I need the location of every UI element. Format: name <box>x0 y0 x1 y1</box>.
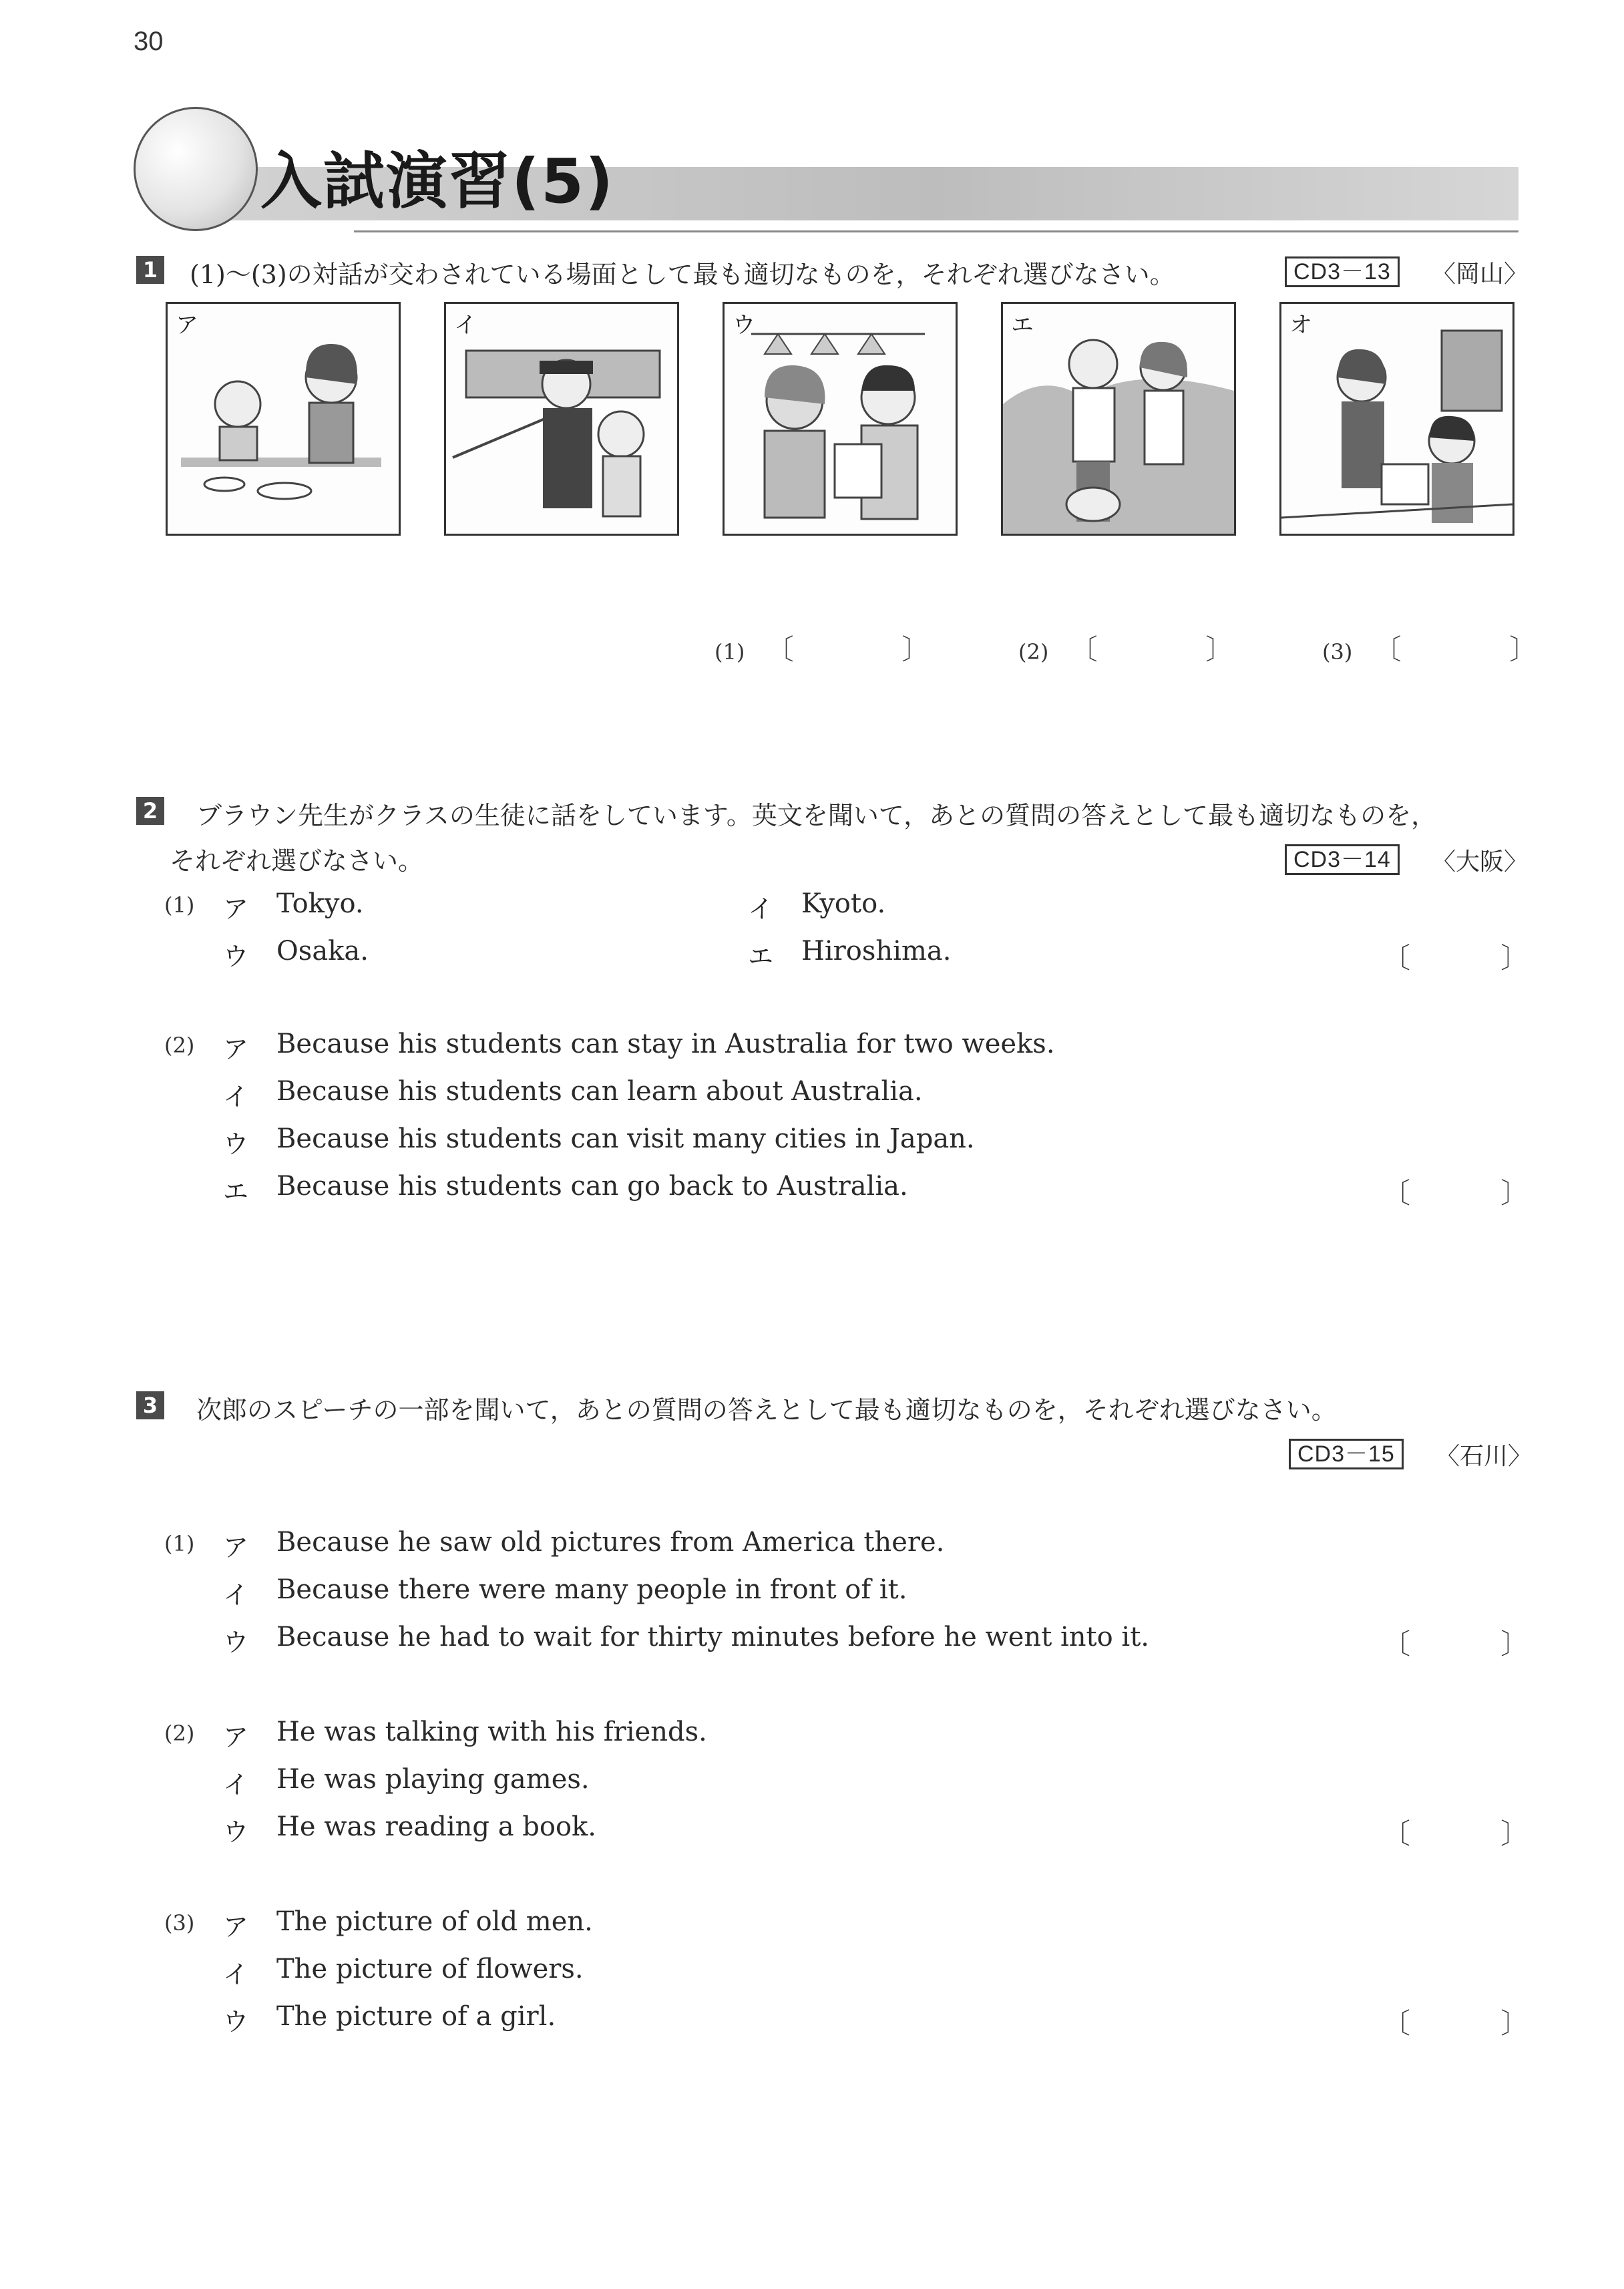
section-3-cd-track: CD3－15 <box>1289 1439 1404 1469</box>
cafeteria-scene-illustration <box>168 304 399 534</box>
answer-3[interactable] <box>1322 628 1537 668</box>
option-text: He was playing games. <box>276 1764 590 1795</box>
answer-1[interactable] <box>715 628 930 668</box>
option-kana: ウ <box>223 1129 249 1159</box>
s3-q1-option-i[interactable] <box>223 1574 907 1611</box>
option-kana: ウ <box>223 1628 249 1657</box>
picture-e <box>1001 302 1236 536</box>
option-kana: イ <box>223 1580 249 1610</box>
option-text: Because his students can visit many cities in Japan. <box>276 1123 975 1154</box>
option-kana: ア <box>223 1723 249 1752</box>
option-text: Because his students can go back to Australia. <box>276 1171 908 1202</box>
section-2-instruction-line2: それぞれ選びなさい。 <box>170 846 424 876</box>
answer-3-label: (3) <box>1322 639 1353 665</box>
bracket-open: 〔 <box>1382 1177 1411 1210</box>
page-title: 入試演習(5) <box>260 146 615 217</box>
picture-o <box>1279 302 1514 536</box>
s2-q1-answer-bracket[interactable] <box>1382 936 1529 977</box>
option-kana: エ <box>223 1177 249 1206</box>
station-scene-illustration <box>446 304 677 534</box>
answer-2[interactable] <box>1018 628 1233 668</box>
bracket-open: 〔 <box>1382 1817 1411 1850</box>
section-1-number: 1 <box>136 256 164 284</box>
picture-o-label: オ <box>1289 312 1312 339</box>
section-3-source: 〈石川〉 <box>1436 1443 1533 1470</box>
option-text: The picture of a girl. <box>276 2001 556 2032</box>
bracket-close: 〕 <box>1500 1817 1529 1850</box>
s3-q1-option-u[interactable] <box>223 1622 1149 1658</box>
answer-3-close: 〕 <box>1509 633 1538 666</box>
option-kana: イ <box>223 1960 249 1989</box>
section-1-cd-track: CD3－13 <box>1285 256 1400 287</box>
option-kana: ウ <box>223 1817 249 1847</box>
option-kana: イ <box>748 894 774 924</box>
answer-3-open: 〔 <box>1373 633 1402 666</box>
park-walk-illustration <box>1003 304 1234 534</box>
bracket-open: 〔 <box>1382 942 1411 975</box>
s2-q2-option-i[interactable] <box>223 1076 923 1113</box>
answer-1-open: 〔 <box>765 633 794 666</box>
clothes-shop-illustration <box>725 304 956 534</box>
picture-a-label: ア <box>176 312 198 339</box>
title-banner <box>134 107 1518 240</box>
s2-q1-label: (1) <box>164 892 195 918</box>
s3-q2-option-u[interactable] <box>223 1811 597 1848</box>
s2-q2-option-a[interactable] <box>223 1029 1055 1065</box>
s3-q3-answer-bracket[interactable] <box>1382 2002 1529 2042</box>
option-text: Because his students can stay in Australia for two weeks. <box>276 1029 1055 1059</box>
section-3-number: 3 <box>136 1391 164 1419</box>
s2-q1-option-u[interactable] <box>223 936 369 973</box>
option-kana: ア <box>223 1533 249 1562</box>
s3-q3-label: (3) <box>164 1910 195 1936</box>
section-1-source: 〈岡山〉 <box>1432 260 1529 288</box>
section-2-number: 2 <box>136 797 164 825</box>
picture-e-label: エ <box>1011 312 1034 339</box>
page-number: 30 <box>134 27 164 56</box>
picture-u-label: ウ <box>733 312 755 339</box>
s3-q2-answer-bracket[interactable] <box>1382 1812 1529 1852</box>
s2-q2-option-u[interactable] <box>223 1123 975 1160</box>
option-kana: イ <box>223 1770 249 1799</box>
option-text: Because there were many people in front of it. <box>276 1574 907 1605</box>
picture-u <box>723 302 958 536</box>
office-scene-illustration <box>1281 304 1512 534</box>
bracket-close: 〕 <box>1500 1177 1529 1210</box>
option-text: Hiroshima. <box>801 936 952 966</box>
title-rule <box>354 230 1518 232</box>
s2-q2-label: (2) <box>164 1033 195 1058</box>
picture-a <box>166 302 401 536</box>
option-text: He was talking with his friends. <box>276 1717 707 1747</box>
bracket-close: 〕 <box>1500 2007 1529 2040</box>
option-text: Because he had to wait for thirty minutes before he went into it. <box>276 1622 1149 1652</box>
s3-q3-option-i[interactable] <box>223 1954 584 1990</box>
answer-1-close: 〕 <box>901 633 930 666</box>
option-kana: ウ <box>223 2007 249 2037</box>
s3-q1-label: (1) <box>164 1531 195 1556</box>
section-2-instruction-line1: ブラウン先生がクラスの生徒に話をしています。英文を聞いて，あとの質問の答えとして最も適切なものを， <box>196 801 1437 830</box>
option-text: Kyoto. <box>801 888 886 919</box>
option-text: The picture of old men. <box>276 1906 593 1937</box>
section-2-source: 〈大阪〉 <box>1432 848 1529 876</box>
s2-q2-answer-bracket[interactable] <box>1382 1172 1529 1212</box>
bracket-close: 〕 <box>1500 1628 1529 1660</box>
section-1-instruction: (1)〜(3)の対話が交わされている場面として最も適切なものを，それぞれ選びなさい。 <box>190 260 1175 289</box>
option-text: Tokyo. <box>276 888 364 919</box>
option-kana: イ <box>223 1082 249 1111</box>
option-kana: ア <box>223 894 249 924</box>
picture-i <box>444 302 679 536</box>
s3-q1-answer-bracket[interactable] <box>1382 1622 1529 1662</box>
title-circle-ornament <box>134 107 258 231</box>
s2-q1-option-a[interactable] <box>223 888 364 925</box>
answer-2-open: 〔 <box>1069 633 1098 666</box>
option-text: Because his students can learn about Australia. <box>276 1076 923 1107</box>
s2-q1-option-i[interactable] <box>748 888 886 925</box>
option-kana: ア <box>223 1035 249 1064</box>
answer-2-close: 〕 <box>1205 633 1234 666</box>
s2-q1-option-e[interactable] <box>748 936 952 973</box>
s3-q1-option-a[interactable] <box>223 1527 945 1564</box>
s3-q2-option-a[interactable] <box>223 1717 707 1753</box>
picture-i-label: イ <box>454 312 477 339</box>
option-kana: エ <box>748 942 774 971</box>
answer-1-label: (1) <box>715 639 745 665</box>
s3-q2-label: (2) <box>164 1721 195 1746</box>
s2-q2-option-e[interactable] <box>223 1171 908 1208</box>
s3-q3-option-a[interactable] <box>223 1906 593 1943</box>
option-text: Osaka. <box>276 936 369 966</box>
section-2-cd-track: CD3－14 <box>1285 844 1400 875</box>
s3-q2-option-i[interactable] <box>223 1764 590 1801</box>
bracket-open: 〔 <box>1382 1628 1411 1660</box>
option-kana: ア <box>223 1912 249 1942</box>
answer-2-label: (2) <box>1018 639 1049 665</box>
option-text: He was reading a book. <box>276 1811 597 1842</box>
option-text: The picture of flowers. <box>276 1954 584 1984</box>
bracket-close: 〕 <box>1500 942 1529 975</box>
option-kana: ウ <box>223 942 249 971</box>
s3-q3-option-u[interactable] <box>223 2001 556 2038</box>
section-3-instruction: 次郎のスピーチの一部を聞いて，あとの質問の答えとして最も適切なものを，それぞれ選びなさい。 <box>196 1395 1337 1425</box>
option-text: Because he saw old pictures from America there. <box>276 1527 945 1558</box>
bracket-open: 〔 <box>1382 2007 1411 2040</box>
